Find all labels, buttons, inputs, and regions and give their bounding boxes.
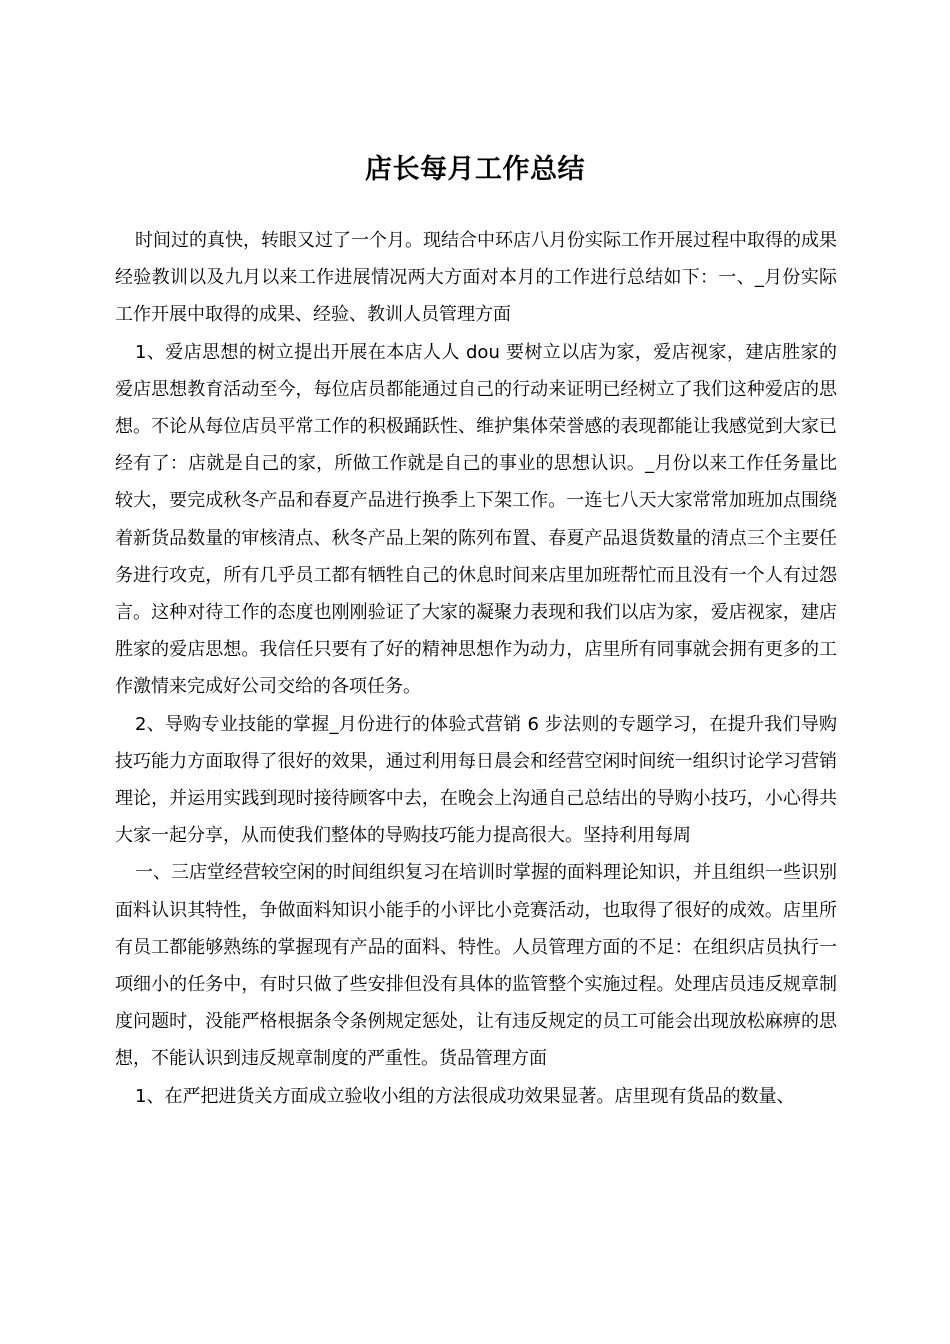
document-title: 店长每月工作总结: [365, 154, 585, 186]
document-body: [115, 222, 837, 1115]
paragraph-fabric-training: 一、三店堂经营较空闲的时间组织复习在培训时掌握的面料理论知识，并且组织一些识别面料认识其特性，争做面料知识小能手的小评比小竞赛活动，也取得了很好的成效。店里所有员工都能够熟练的掌握现有产品的面料、特性。人员管理方面的不足：在组织店员执行一项细小的任务中，有时只做了些安排但没有具体的监管整个实施过程。处理店员违反规章制度问题时，没能严格根据条令条例规定惩处，让有违反规定的员工可能会出现放松麻痹的思想，不能认识到违反规章制度的严重性。货品管理方面: [115, 862, 837, 1070]
paragraph-goods-management: 1、在严把进货关方面成立验收小组的方法很成功效果显著。店里现有货品的数量、: [135, 1085, 795, 1107]
paragraph-sales-skills: 2、导购专业技能的掌握_月份进行的体验式营销 6 步法则的专题学习，在提升我们导购技巧能力方面取得了很好的效果，通过利用每日晨会和经营空闲时间统一组织讨论学习营销理论，并运用实践到现时接待顾客中去，在晚会上沟通自己总结出的导购小技巧，小心得共大家一起分享，从而使我们整体的导购技巧能力提高很大。坚持利用每周: [115, 713, 837, 847]
paragraph-store-spirit: 1、爱店思想的树立提出开展在本店人人 dou 要树立以店为家，爱店视家，建店胜家的爱店思想教育活动至今，每位店员都能通过自己的行动来证明已经树立了我们这种爱店的思想。不论从每位店员平常工作的积极踊跃性、维护集体荣誉感的表现都能让我感觉到大家已经有了：店就是自己的家，所做工作就是自己的事业的思想认识。_月份以来工作任务量比较大，要完成秋冬产品和春夏产品进行换季上下架工作。一连七八天大家常常加班加点围绕着新货品数量的审核清点、秋冬产品上架的陈列布置、春夏产品退货数量的清点三个主要任务进行攻克，所有几乎员工都有牺牲自己的休息时间来店里加班帮忙而且没有一个人有过怨言。这种对待工作的态度也刚刚验证了大家的凝聚力表现和我们以店为家，爱店视家，建店胜家的爱店思想。我信任只要有了好的精神思想作为动力，店里所有同事就会拥有更多的工作激情来完成好公司交给的各项任务。: [115, 341, 837, 698]
paragraph-intro: 时间过的真快，转眼又过了一个月。现结合中环店八月份实际工作开展过程中取得的成果经验教训以及九月以来工作进展情况两大方面对本月的工作进行总结如下：一、_月份实际工作开展中取得的成果、经验、教训人员管理方面: [115, 230, 837, 326]
